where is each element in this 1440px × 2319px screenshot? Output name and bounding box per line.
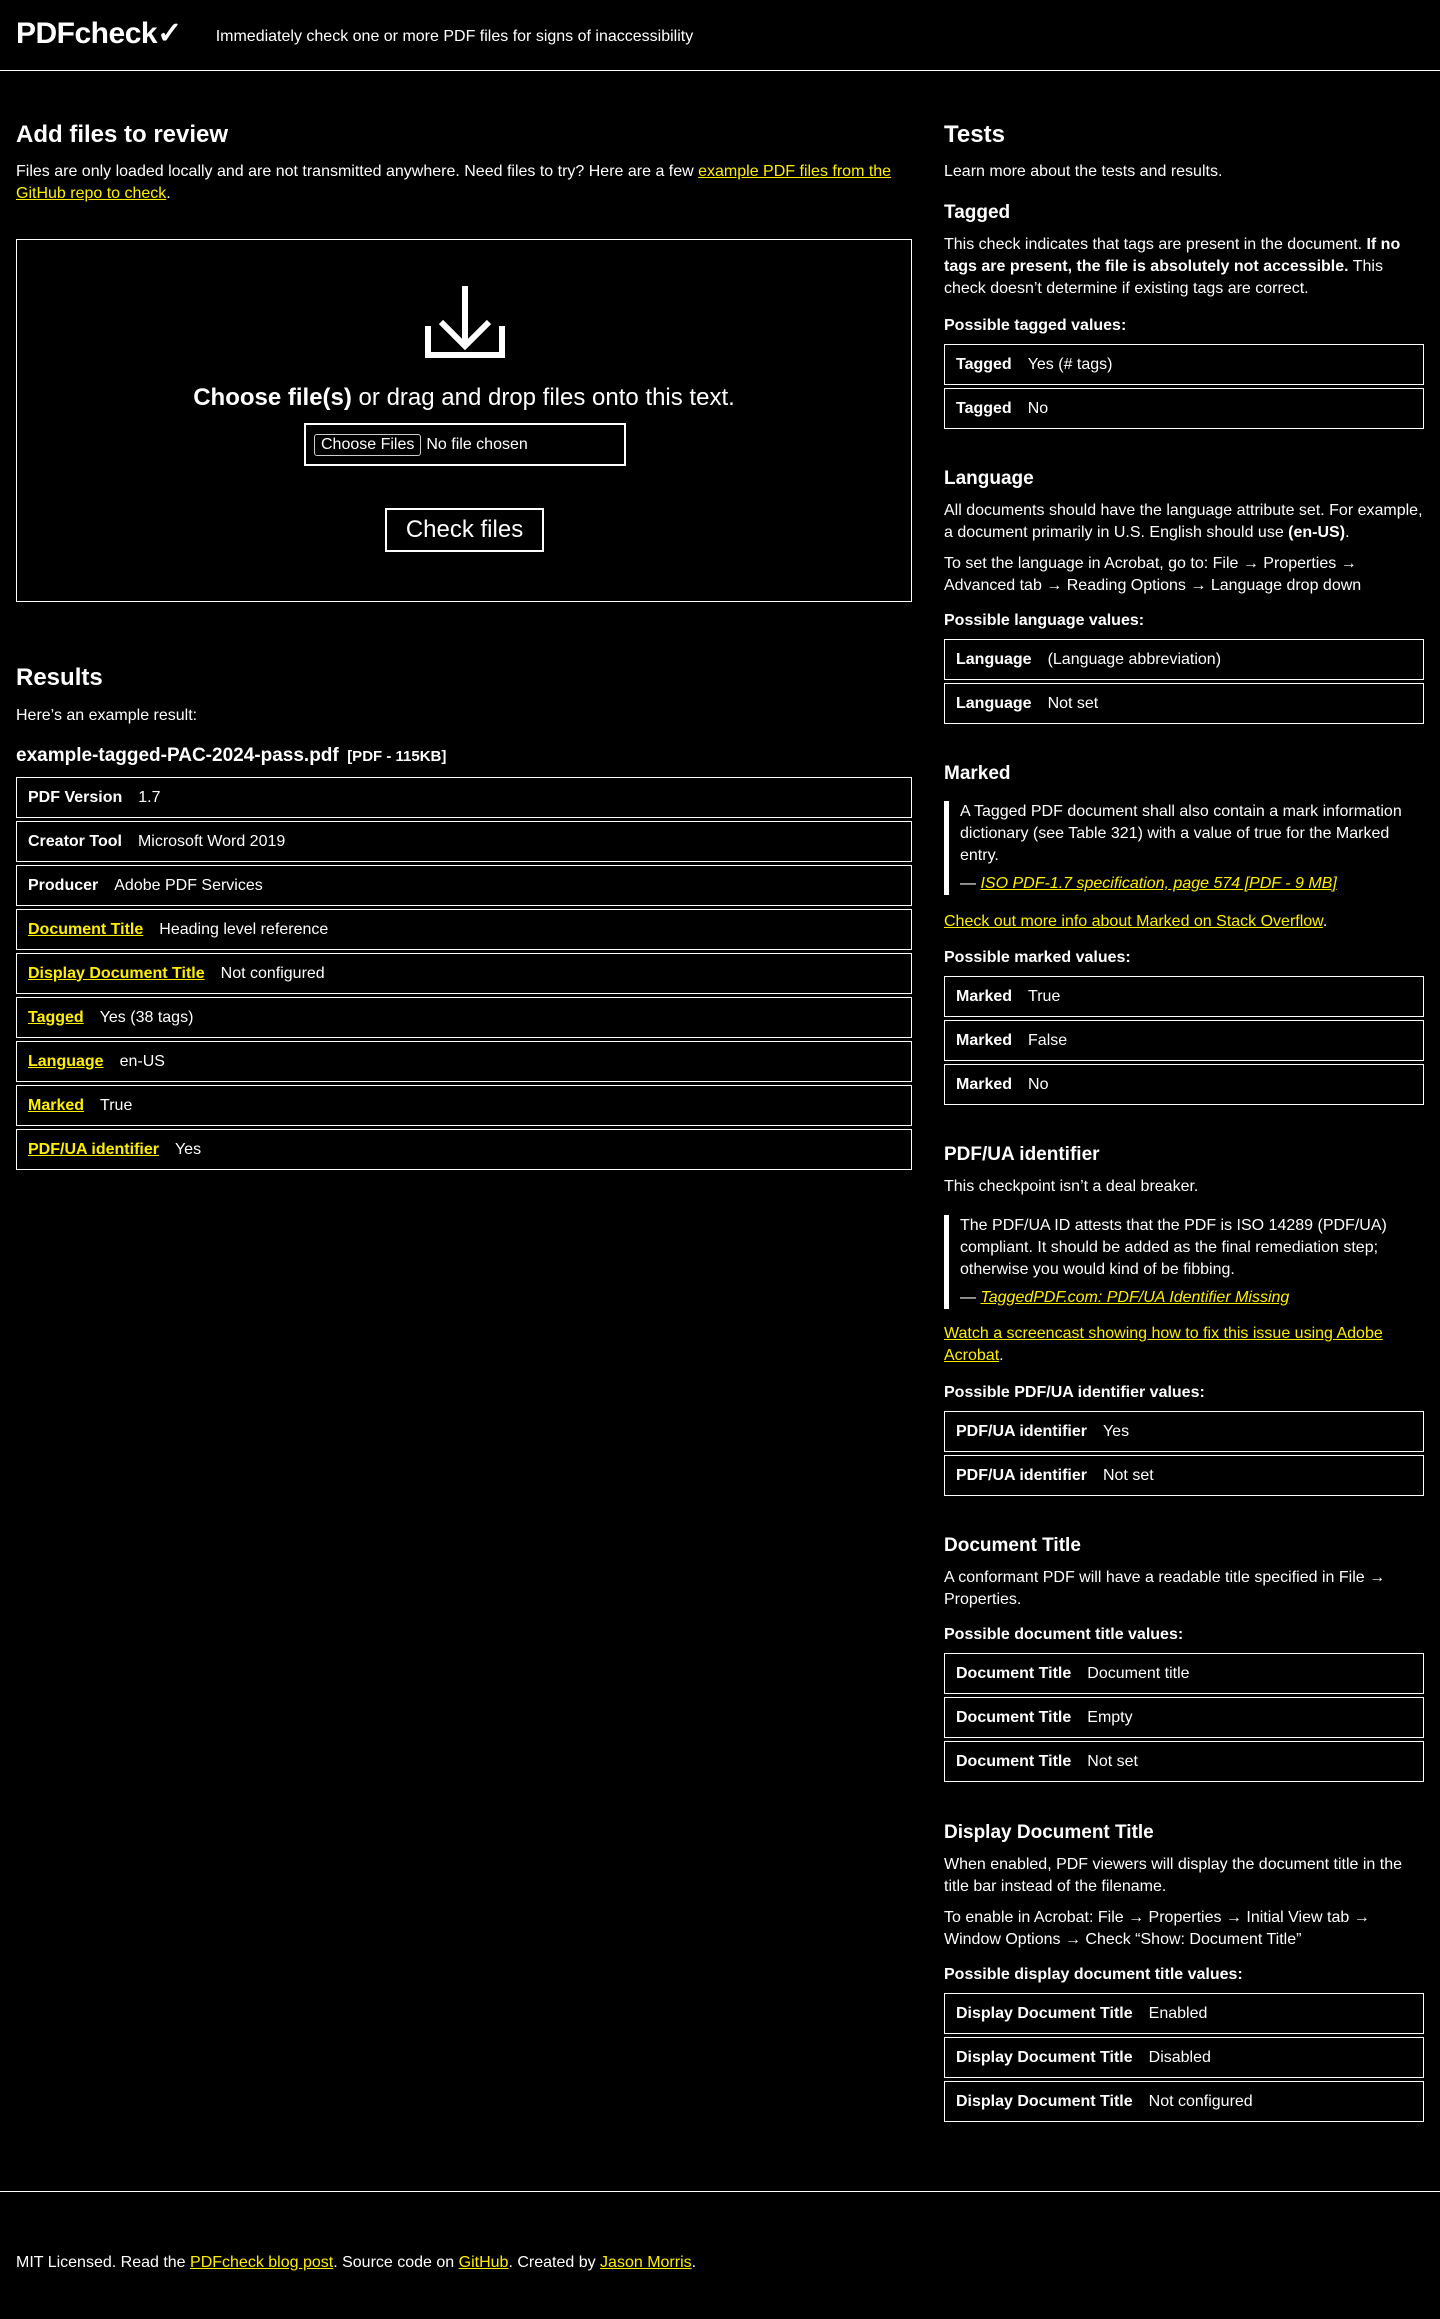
site-logo[interactable]: PDFcheck✓	[16, 16, 182, 50]
check-files-button[interactable]: Check files	[385, 508, 544, 552]
document-title-link[interactable]: Document Title	[28, 920, 144, 938]
result-row: Document Title Heading level reference	[16, 909, 912, 950]
pdfua-identifier-link[interactable]: PDF/UA identifier	[28, 1140, 159, 1158]
display-document-title-link[interactable]: Display Document Title	[28, 964, 205, 982]
marked-values	[944, 976, 1424, 1108]
result-file-heading	[16, 745, 446, 767]
value-row: Display Document Title Enabled	[944, 1993, 1424, 2034]
display-title-possible-label: Possible display document title values:	[944, 1966, 1243, 1983]
pdfua-quote-text: The PDF/UA ID attests that the PDF is ISO 14289 (PDF/UA) compliant. It should be added as the final remediation step; otherwise you would kind of be fibbing.	[960, 1217, 1387, 1278]
result-row: Producer Adobe PDF Services	[16, 865, 912, 906]
display-title-description: When enabled, PDF viewers will display the document title in the title bar instead of the filename.	[944, 1856, 1402, 1895]
marked-quote-text: A Tagged PDF document shall also contain a mark information dictionary (see Table 321) with a value of true for the Marked entry.	[960, 803, 1402, 864]
iso-spec-link[interactable]: ISO PDF-1.7 specification, page 574 [PDF - 9 MB]	[980, 875, 1337, 892]
result-row: Marked True	[16, 1085, 912, 1126]
github-link[interactable]: GitHub	[458, 2254, 509, 2271]
pdfua-description: This checkpoint isn’t a deal breaker.	[944, 1178, 1199, 1195]
site-header	[0, 0, 1440, 71]
author-link[interactable]: Jason Morris	[600, 2254, 692, 2271]
add-files-intro: Files are only loaded locally and are not transmitted anywhere. Need files to try? Here are a few example PDF files from the GitHub repo to check.	[16, 163, 892, 202]
result-rows	[16, 777, 912, 1173]
display-title-values	[944, 1993, 1424, 2125]
add-files-intro-text: Files are only loaded locally and are not transmitted anywhere. Need files to try? Here are a few	[16, 163, 699, 180]
file-dropzone[interactable]	[16, 239, 912, 602]
value-row: Language (Language abbreviation)	[944, 639, 1424, 680]
value-row: Display Document Title Disabled	[944, 2037, 1424, 2078]
doc-title-section-title: Document Title	[944, 1535, 1081, 1556]
value-row: Marked False	[944, 1020, 1424, 1061]
value-row: Document Title Empty	[944, 1697, 1424, 1738]
results-subtitle: Here’s an example result:	[16, 707, 198, 724]
site-footer	[0, 2191, 1440, 2271]
choose-files-button[interactable]: Choose Files	[314, 434, 421, 456]
tagged-section-title: Tagged	[944, 202, 1011, 223]
taggedpdf-link[interactable]: TaggedPDF.com: PDF/UA Identifier Missing	[980, 1289, 1290, 1306]
results-title: Results	[16, 664, 103, 691]
file-input[interactable]	[304, 423, 626, 466]
tagged-link[interactable]: Tagged	[28, 1008, 84, 1026]
tagged-description: This check indicates that tags are present in the document. If no tags are present, the file is absolutely not accessible. This check doesn’t determine if existing tags are correct.	[944, 236, 1401, 297]
marked-link[interactable]: Marked	[28, 1096, 85, 1114]
site-tagline: Immediately check one or more PDF files for signs of inaccessibility	[215, 28, 694, 45]
doc-title-values	[944, 1653, 1424, 1785]
language-possible-label: Possible language values:	[944, 612, 1145, 629]
tagged-possible-label: Possible tagged values:	[944, 317, 1127, 334]
value-row: Tagged No	[944, 388, 1424, 429]
choose-files-label: Choose file(s)	[193, 384, 352, 411]
value-row: Document Title Not set	[944, 1741, 1424, 1782]
display-title-section-title: Display Document Title	[944, 1822, 1154, 1843]
language-instructions: To set the language in Acrobat, go to: File → Properties → Advanced tab → Reading Options → Language drop down	[944, 555, 1362, 594]
blog-post-link[interactable]: PDFcheck blog post	[190, 2254, 334, 2271]
result-file-name: example-tagged-PAC-2024-pass.pdf	[16, 745, 339, 766]
value-row: Marked No	[944, 1064, 1424, 1105]
file-status: No file chosen	[426, 435, 528, 453]
add-files-title: Add files to review	[16, 121, 229, 148]
marked-more-info: Check out more info about Marked on Stack Overflow.	[944, 913, 1328, 930]
screencast-link[interactable]: Watch a screencast showing how to fix this issue using Adobe Acrobat	[944, 1325, 1383, 1364]
value-row: PDF/UA identifier Yes	[944, 1411, 1424, 1452]
dropzone-instructions: Choose file(s) or drag and drop files onto this text.	[193, 384, 735, 411]
result-row: Display Document Title Not configured	[16, 953, 912, 994]
download-icon	[425, 284, 505, 358]
marked-possible-label: Possible marked values:	[944, 949, 1131, 966]
marked-section-title: Marked	[944, 763, 1011, 784]
value-row: Document Title Document title	[944, 1653, 1424, 1694]
result-file-meta: [PDF - 115KB]	[347, 748, 447, 765]
result-row: Creator Tool Microsoft Word 2019	[16, 821, 912, 862]
result-row: Tagged Yes (38 tags)	[16, 997, 912, 1038]
marked-quote: A Tagged PDF document shall also contain a mark information dictionary (see Table 321) with a value of true for the Marked entry. — ISO PDF-1.7 specification, page 574 [PDF - 9 MB]	[944, 801, 1424, 895]
tests-title: Tests	[944, 121, 1005, 148]
doc-title-description: A conformant PDF will have a readable title specified in File → Properties.	[944, 1569, 1386, 1608]
result-row: PDF/UA identifier Yes	[16, 1129, 912, 1170]
pdfua-values	[944, 1411, 1424, 1499]
language-link[interactable]: Language	[28, 1052, 104, 1070]
value-row: Marked True	[944, 976, 1424, 1017]
result-row: Language en-US	[16, 1041, 912, 1082]
pdfua-section-title: PDF/UA identifier	[944, 1144, 1100, 1165]
doc-title-possible-label: Possible document title values:	[944, 1626, 1184, 1643]
result-row: PDF Version 1.7	[16, 777, 912, 818]
pdfua-possible-label: Possible PDF/UA identifier values:	[944, 1384, 1205, 1401]
pdfua-quote: The PDF/UA ID attests that the PDF is ISO 14289 (PDF/UA) compliant. It should be added as the final remediation step; otherwise you would kind of be fibbing. — TaggedPDF.com: PDF/UA Identifier Missing	[944, 1215, 1424, 1309]
footer-text: MIT Licensed. Read the PDFcheck blog post. Source code on GitHub. Created by Jason Morris.	[16, 2254, 697, 2271]
language-description: All documents should have the language attribute set. For example, a document primarily in U.S. English should use (en-US).	[944, 502, 1423, 541]
tagged-values	[944, 344, 1424, 432]
example-files-link[interactable]: example PDF files from the GitHub repo to check	[16, 163, 892, 202]
value-row: Tagged Yes (# tags)	[944, 344, 1424, 385]
display-title-instructions: To enable in Acrobat: File → Properties → Initial View tab → Window Options → Check “Show: Document Title”	[944, 1909, 1370, 1948]
value-row: Language Not set	[944, 683, 1424, 724]
value-row: PDF/UA identifier Not set	[944, 1455, 1424, 1496]
value-row: Display Document Title Not configured	[944, 2081, 1424, 2122]
pdfua-screencast: Watch a screencast showing how to fix this issue using Adobe Acrobat.	[944, 1325, 1383, 1364]
tests-intro: Learn more about the tests and results.	[944, 163, 1223, 180]
language-section-title: Language	[944, 468, 1034, 489]
language-values	[944, 639, 1424, 727]
stack-overflow-link[interactable]: Check out more info about Marked on Stack Overflow	[944, 913, 1323, 930]
